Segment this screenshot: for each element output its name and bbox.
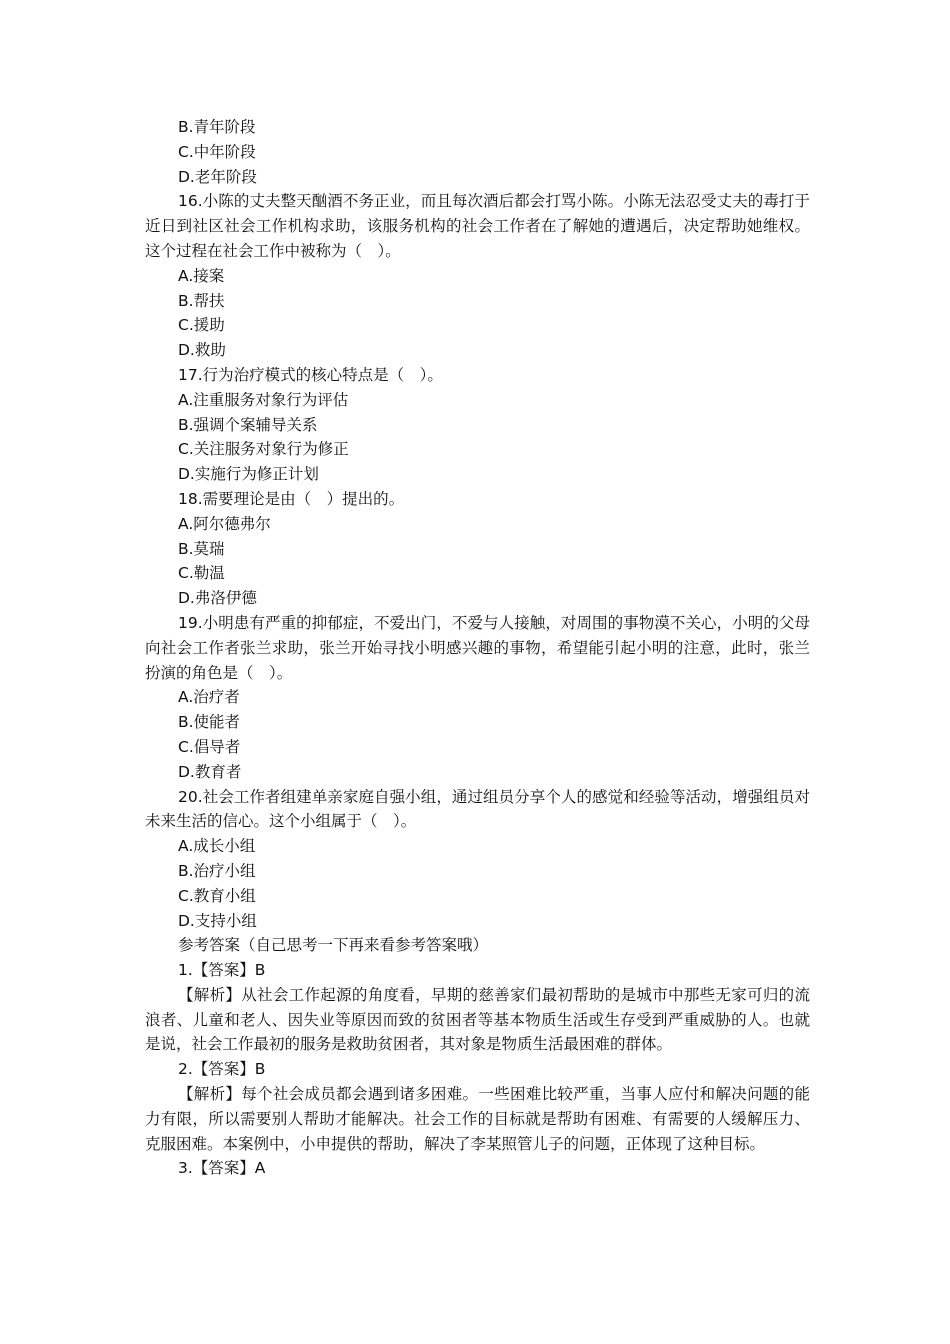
q19-option-a: A.治疗者 [178, 688, 240, 707]
document-body [145, 115, 810, 1181]
option-c-middle-age: C.中年阶段 [178, 142, 256, 161]
answer-3: 3.【答案】A [178, 1159, 266, 1178]
question-16: 16.小陈的丈夫整天酗酒不务正业，而且每次酒后都会打骂小陈。小陈无法忍受丈夫的毒打于近日到社区社会工作机构求助，该服务机构的社会工作者在了解她的遭遇后，决定帮助她维权。这个过程在社会工作中被称为（ ）。 [145, 192, 810, 260]
q16-option-d: D.救助 [178, 341, 226, 360]
question-20: 20.社会工作者组建单亲家庭自强小组，通过组员分享个人的感觉和经验等活动，增强组员对未来生活的信心。这个小组属于（ ）。 [145, 787, 810, 831]
q19-option-b: B.使能者 [178, 713, 241, 732]
option-b-youth: B.青年阶段 [178, 118, 256, 136]
q18-option-c: C.勒温 [178, 564, 225, 583]
q17-option-b: B.强调个案辅导关系 [178, 415, 318, 434]
q17-option-c: C.关注服务对象行为修正 [178, 440, 349, 459]
q19-option-c: C.倡导者 [178, 737, 241, 756]
q18-option-a: A.阿尔德弗尔 [178, 514, 271, 533]
answer-2: 2.【答案】B [178, 1060, 266, 1079]
q18-option-b: B.莫瑞 [178, 539, 225, 558]
q16-option-c: C.援助 [178, 316, 225, 335]
question-17: 17.行为治疗模式的核心特点是（ ）。 [178, 365, 443, 384]
answers-heading: 参考答案（自己思考一下再来看参考答案哦） [178, 936, 489, 955]
q19-option-d: D.教育者 [178, 762, 242, 781]
q18-option-d: D.弗洛伊德 [178, 589, 257, 608]
q20-option-a: A.成长小组 [178, 837, 256, 856]
q20-option-c: C.教育小组 [178, 886, 256, 905]
answer-1: 1.【答案】B [178, 961, 266, 980]
analysis-2: 【解析】每个社会成员都会遇到诸多困难。一些困难比较严重，当事人应付和解决问题的能力有限，所以需要别人帮助才能解决。社会工作的目标就是帮助有困难、有需要的人缓解压力、克服困难。本案例中，小申提供的帮助，解决了李某照管儿子的问题，正体现了这种目标。 [145, 1085, 810, 1153]
q20-option-b: B.治疗小组 [178, 861, 256, 880]
q17-option-a: A.注重服务对象行为评估 [178, 390, 349, 409]
question-19: 19.小明患有严重的抑郁症，不爱出门，不爱与人接触，对周围的事物漠不关心，小明的父母向社会工作者张兰求助，张兰开始寻找小明感兴趣的事物，希望能引起小明的注意，此时，张兰扮演的角色是（ ）。 [145, 613, 810, 682]
q20-option-d: D.支持小组 [178, 911, 257, 930]
option-d-old-age: D.老年阶段 [178, 167, 257, 186]
q16-option-a: A.接案 [178, 266, 225, 285]
q16-option-b: B.帮扶 [178, 291, 225, 310]
question-18: 18.需要理论是由（ ）提出的。 [178, 489, 405, 508]
q17-option-d: D.实施行为修正计划 [178, 465, 319, 484]
analysis-1: 【解析】从社会工作起源的角度看，早期的慈善家们最初帮助的是城市中那些无家可归的流浪者、儿童和老人、因失业等原因而致的贫困者等基本物质生活或生存受到严重威胁的人。也就是说，社会工作最初的服务是救助贫困者，其对象是物质生活最困难的群体。 [145, 985, 810, 1054]
